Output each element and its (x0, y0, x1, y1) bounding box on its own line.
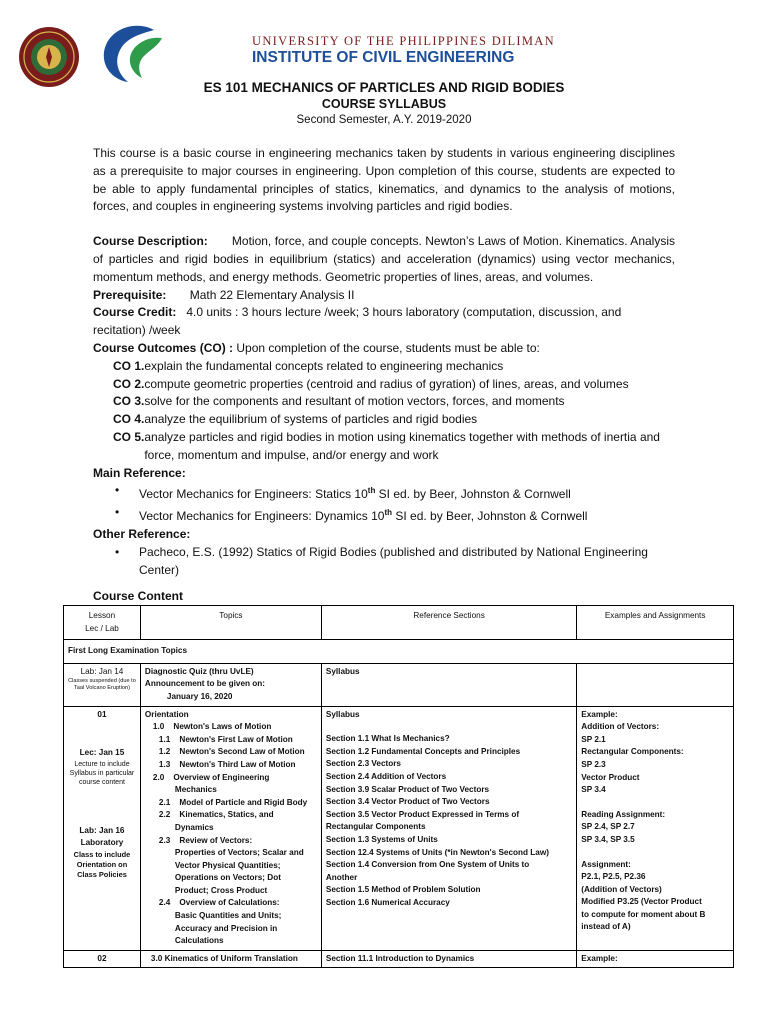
institute-name: INSTITUTE OF CIVIL ENGINEERING (252, 49, 515, 66)
examples-cell: Example: (577, 950, 734, 968)
outcome-item (113, 411, 675, 429)
topic-line: 2.1 Model of Particle and Rigid Body (158, 797, 308, 807)
outcome-text: compute geometric properties (centroid and radius of gyration) of lines, areas, and volumes (144, 376, 629, 391)
topic-line: Properties of Vectors; Scalar and (174, 848, 304, 858)
university-name: UNIVERSITY OF THE PHILIPPINES DILIMAN (252, 34, 555, 48)
other-reference-label: Other Reference: (93, 526, 191, 541)
examples-cell (577, 663, 734, 706)
spacer (326, 721, 572, 733)
topic-line: 1.0 Newton's Laws of Motion (152, 722, 272, 732)
table-row (64, 950, 734, 968)
reference-text (139, 504, 675, 526)
reference-line: Section 1.4 Conversion from One System of Units to (325, 860, 530, 870)
course-outcomes (93, 340, 675, 358)
course-content-table (63, 605, 734, 968)
outcome-item (113, 429, 675, 465)
prerequisite-text: Math 22 Elementary Analysis II (189, 287, 355, 302)
outcome-number: CO 5. (113, 429, 145, 444)
syllabus-body (93, 145, 675, 606)
reference-detail: SI ed. by Beer, Johnston & Cornwell (392, 509, 588, 524)
course-credit (93, 304, 675, 340)
bullet-icon: • (115, 544, 120, 559)
outcome-item (113, 376, 675, 394)
reference-line: Syllabus (325, 709, 360, 719)
reference-line: Another (325, 872, 358, 882)
document-type: COURSE SYLLABUS (321, 97, 447, 111)
examples-cell (577, 706, 734, 950)
credit-text: 4.0 units : 3 hours lecture /week; 3 hours laboratory (computation, discussion, and recitation) /week (93, 305, 622, 338)
other-reference-list (93, 544, 675, 580)
outcome-text: solve for the components and resultant of motion vectors, forces, and moments (144, 394, 565, 409)
prerequisite-label: Prerequisite: (93, 287, 167, 302)
example-line: Addition of Vectors: (581, 722, 660, 732)
topic-line: Accuracy and Precision in (174, 923, 278, 933)
lesson-number: 02 (64, 950, 141, 968)
topic-line: Dynamics (174, 822, 214, 832)
course-title: ES 101 MECHANICS OF PARTICLES AND RIGID BODIES (203, 80, 565, 95)
reference-item (115, 544, 675, 580)
topic-line: Calculations (174, 936, 224, 946)
outcomes-label: Course Outcomes (CO) : (93, 340, 234, 355)
topic-line: 2.0 Overview of Engineering (152, 772, 270, 782)
semester: Second Semester, A.Y. 2019-2020 (296, 114, 472, 126)
references-cell (321, 706, 576, 950)
example-line: Rectangular Components: (581, 747, 684, 757)
example-line: Example: (581, 709, 618, 719)
outcome-item (113, 393, 675, 411)
reference-line: Section 1.5 Method of Problem Solution (325, 885, 481, 895)
example-line: Modified P3.25 (Vector Product (581, 897, 702, 907)
topics-cell (140, 706, 321, 950)
table-header-row (64, 606, 734, 640)
reference-text (139, 482, 675, 504)
spacer (581, 847, 729, 859)
topic-line: 1.3 Newton's Third Law of Motion (158, 759, 296, 769)
outcome-number: CO 3. (113, 394, 145, 409)
lecture-date: Lec: Jan 15 (79, 748, 125, 758)
outcomes-list (93, 358, 675, 465)
lesson-cell (64, 706, 141, 950)
lesson-note: Classes suspended (due to Taal Volcano Eruption) (68, 678, 136, 692)
outcome-text: explain the fundamental concepts related to engineering mechanics (144, 358, 504, 373)
reference-item (115, 504, 675, 526)
spacer (581, 797, 729, 809)
intro-paragraph: This course is a basic course in engineering mechanics taken by students in various engineering disciplines as a prerequisite to major courses in engineering. Upon completion of this course, students are expected to be able to apply fundamental principles of statics, kinematics, and dynamics to the analysis of motions, forces, and couples in engineering systems involving particles and rigid bodies. (93, 146, 675, 214)
description-text: Motion, force, and couple concepts. Newton’s Laws of Motion. Kinematics. Analysis of particles and rigid bodies in equilibrium (statics) and acceleration (dynamics) using vector mechanics, momentum methods, and energy methods. Geometric properties of lines, areas, and volumes. (93, 234, 675, 284)
topic-line: Vector Physical Quantities; (174, 860, 281, 870)
references-cell: Section 11.1 Introduction to Dynamics (321, 950, 576, 968)
header-lesson-line1: Lesson (88, 611, 116, 620)
up-seal-logo (18, 26, 80, 88)
outcome-number: CO 4. (113, 412, 145, 427)
lab-label: Laboratory (80, 838, 124, 848)
header-lesson-line2: Lec / Lab (85, 623, 119, 633)
example-line: SP 2.4, SP 2.7 (581, 822, 635, 832)
reference-line: Section 2.3 Vectors (325, 759, 401, 769)
reference-title: Vector Mechanics for Engineers: Statics 10 (139, 487, 368, 502)
outcome-item (113, 358, 675, 376)
example-line: SP 3.4 (581, 785, 606, 795)
topic-line: January 16, 2020 (166, 691, 233, 701)
topic-line: Orientation (144, 709, 189, 719)
example-line: SP 2.1 (581, 734, 606, 744)
example-line: SP 3.4, SP 3.5 (581, 834, 635, 844)
lesson-number: 01 (97, 709, 107, 719)
course-description (93, 233, 675, 286)
example-line: Reading Assignment: (581, 809, 666, 819)
bullet-icon: • (115, 505, 120, 520)
prerequisite (93, 287, 675, 305)
reference-line: Section 3.5 Vector Product Expressed in Terms of (325, 809, 520, 819)
lecture-note: Lecture to include Syllabus in particular course content (69, 760, 135, 786)
outcome-number: CO 2. (113, 376, 145, 391)
topic-line: Basic Quantities and Units; (174, 911, 282, 921)
reference-text: Pacheco, E.S. (1992) Statics of Rigid Bodies (published and distributed by National Engineering Center) (139, 544, 648, 577)
topic-line: 2.2 Kinematics, Statics, and (158, 810, 274, 820)
reference-line: Section 1.3 Systems of Units (325, 834, 438, 844)
example-line: SP 2.3 (581, 759, 606, 769)
header-examples: Examples and Assignments (577, 606, 734, 640)
outcome-text: analyze the equilibrium of systems of particles and rigid bodies (144, 412, 478, 427)
reference-line: Section 1.1 What Is Mechanics? (325, 734, 450, 744)
topic-line: 1.2 Newton's Second Law of Motion (158, 747, 305, 757)
header-lesson (64, 606, 141, 640)
topic-line: Announcement to be given on: (144, 679, 266, 689)
example-line: instead of A) (581, 922, 631, 932)
topic-line: Product; Cross Product (174, 885, 268, 895)
topic-line: 2.3 Review of Vectors: (158, 835, 253, 845)
main-reference-list (93, 482, 675, 526)
reference-line: Section 1.6 Numerical Accuracy (325, 897, 450, 907)
reference-item (115, 482, 675, 504)
outcomes-intro: Upon completion of the course, students must be able to: (236, 340, 540, 355)
example-line: (Addition of Vectors) (581, 884, 662, 894)
table-row (64, 706, 734, 950)
example-line: Assignment: (581, 859, 631, 869)
example-line: Vector Product (581, 772, 640, 782)
lesson-date: Lab: Jan 14 (80, 666, 124, 676)
outcome-text: analyze particles and rigid bodies in motion using kinematics together with methods of inertia and force, momentum and impulse, and/or energy and work (144, 429, 660, 462)
topic-line: Mechanics (174, 785, 217, 795)
reference-line: Rectangular Components (325, 822, 426, 832)
table-row (64, 663, 734, 706)
reference-line: Section 2.4 Addition of Vectors (325, 771, 447, 781)
section-title: First Long Examination Topics (64, 640, 734, 664)
reference-title: Vector Mechanics for Engineers: Dynamics 10 (139, 509, 385, 524)
topics-cell: 3.0 Kinematics of Uniform Translation (140, 950, 321, 968)
topic-line: Operations on Vectors; Dot (174, 873, 281, 883)
reference-line: Section 3.4 Vector Product of Two Vectors (325, 797, 490, 807)
reference-detail: SI ed. by Beer, Johnston & Cornwell (375, 487, 571, 502)
bullet-icon: • (115, 483, 120, 498)
reference-line: Section 3.9 Scalar Product of Two Vectors (325, 784, 490, 794)
edition-suffix: th (367, 486, 376, 496)
main-reference-label: Main Reference: (93, 465, 186, 480)
course-content-heading: Course Content (93, 589, 183, 604)
credit-label: Course Credit: (93, 305, 177, 320)
lesson-cell (64, 663, 141, 706)
edition-suffix: th (384, 508, 393, 518)
reference-line: Section 12.4 Systems of Units (*in Newton's Second Law) (325, 847, 549, 857)
references-cell: Syllabus (321, 663, 576, 706)
topics-cell (140, 663, 321, 706)
ice-logo (96, 16, 166, 86)
description-label: Course Description: (93, 234, 208, 249)
topic-line: Diagnostic Quiz (thru UvLE) (144, 666, 254, 676)
lab-note: Class to include Orientation on Class Policies (73, 849, 131, 879)
reference-line: Section 1.2 Fundamental Concepts and Principles (325, 746, 521, 756)
lab-date: Lab: Jan 16 (79, 825, 125, 835)
topic-line: 2.4 Overview of Calculations: (158, 898, 280, 908)
section-row (64, 640, 734, 664)
outcome-number: CO 1. (113, 358, 145, 373)
header-topics: Topics (140, 606, 321, 640)
example-line: to compute for moment about B (581, 909, 706, 919)
header-references: Reference Sections (321, 606, 576, 640)
topic-line: 1.1 Newton's First Law of Motion (158, 734, 293, 744)
example-line: P2.1, P2.5, P2.36 (581, 872, 646, 882)
